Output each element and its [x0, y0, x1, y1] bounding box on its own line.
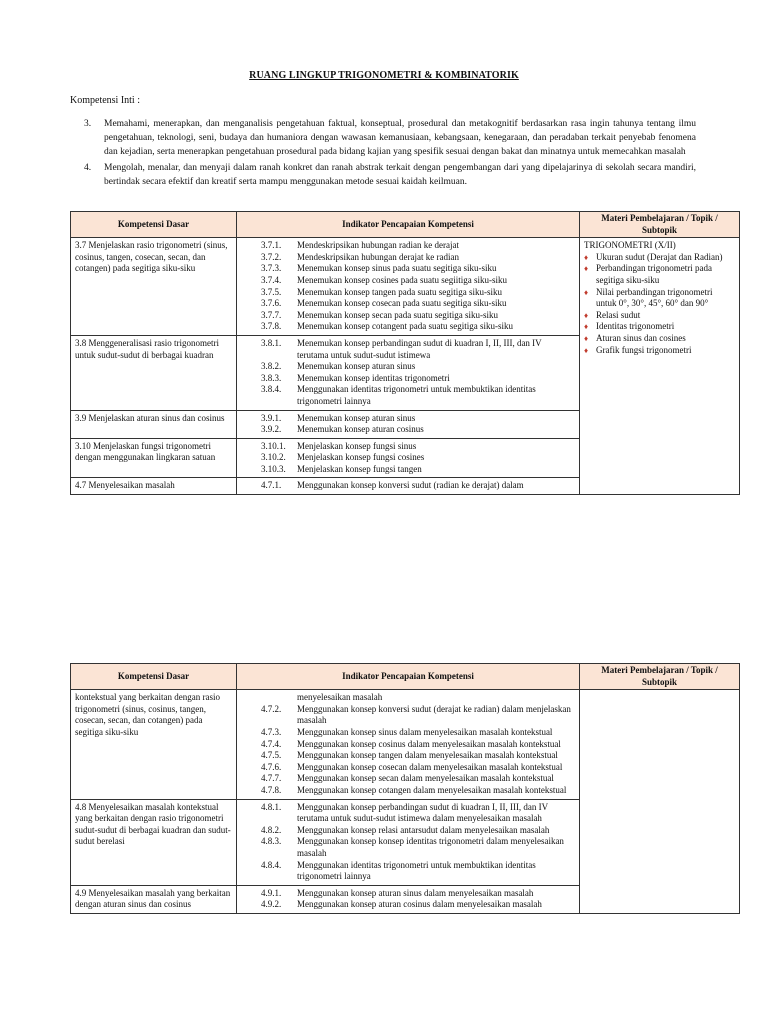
indikator-text: Menggunakan konsep sinus dalam menyelesaikan masalah kontekstual [297, 726, 553, 737]
header-indikator: Indikator Pencapaian Kompetensi [237, 212, 580, 238]
indikator-item [241, 452, 575, 464]
header-kompetensi-dasar: Kompetensi Dasar [71, 664, 237, 690]
indikator-number: 4.7.3. [261, 726, 282, 737]
bullet-icon: ♦ [584, 345, 589, 355]
indikator-number: 3.8.2. [261, 361, 282, 372]
indikator-number: 3.8.4. [261, 384, 282, 395]
indikator-cell [237, 690, 580, 799]
indikator-item [241, 825, 575, 837]
indikator-number: 4.9.1. [261, 887, 282, 898]
materi-item [584, 333, 735, 345]
list-item [84, 161, 696, 189]
indikator-text: Menggunakan konsep cotangen dalam menyelesaikan masalah kontekstual [297, 784, 567, 795]
materi-item-text: Ukuran sudut (Derajat dan Radian) [596, 251, 723, 262]
kompetensi-dasar-cell: 3.10 Menjelaskan fungsi trigonometri dengan menggunakan lingkaran satuan [71, 438, 237, 478]
indikator-number: 3.9.1. [261, 412, 282, 423]
header-indikator: Indikator Pencapaian Kompetensi [237, 664, 580, 690]
indikator-item [241, 802, 575, 825]
materi-item [584, 263, 735, 286]
list-item [84, 117, 696, 160]
kompetensi-dasar-cell: 4.8 Menyelesaikan masalah kontekstual yang berkaitan dengan rasio trigonometri sudut-sudut di berbagai kuadran dan sudut-sudut berelasi [71, 799, 237, 885]
indikator-cell [237, 799, 580, 885]
indikator-item [241, 836, 575, 859]
materi-item [584, 321, 735, 333]
materi-heading: TRIGONOMETRI (X/II) [584, 240, 676, 251]
indikator-number: 3.9.2. [261, 424, 282, 435]
materi-item-text: Perbandingan trigonometri pada segitiga siku-siku [596, 263, 712, 285]
indikator-text: Menggunakan konsep secan dalam menyelesaikan masalah kontekstual [297, 773, 554, 784]
indikator-number: 3.10.3. [261, 463, 286, 474]
indikator-number: 4.8.2. [261, 824, 282, 835]
indikator-number: 3.10.1. [261, 440, 286, 451]
document-page-2 [0, 642, 768, 1024]
indikator-number: 3.7.1. [261, 240, 282, 251]
indikator-item [241, 321, 575, 333]
indikator-text: Menggunakan konsep konsep identitas trigonometri dalam menyelesaikan masalah [297, 836, 564, 858]
indikator-number: 4.7.5. [261, 750, 282, 761]
indikator-text: Menemukan konsep sinus pada suatu segitiga siku-siku [297, 263, 497, 274]
indikator-number: 3.7.6. [261, 298, 282, 309]
indikator-item [241, 413, 575, 425]
kompetensi-table-page-1 [70, 211, 740, 495]
indikator-text: Menemukan konsep aturan sinus [297, 412, 416, 423]
indikator-item [241, 361, 575, 373]
indikator-item [241, 773, 575, 785]
indikator-text: Menemukan konsep perbandingan sudut di kuadran I, II, III, dan IV terutama untuk sudut-sudut istimewa [297, 337, 542, 360]
indikator-item [241, 762, 575, 774]
materi-item-text: Relasi sudut [596, 309, 641, 320]
indikator-number: 4.8.4. [261, 859, 282, 870]
indikator-text: Menemukan konsep tangen pada suatu segitiga siku-siku [297, 286, 502, 297]
indikator-number: 4.8.1. [261, 801, 282, 812]
indikator-text: Menemukan konsep cosecan pada suatu segitiga siku-siku [297, 298, 507, 309]
indikator-item [241, 240, 575, 252]
indikator-number: 3.7.7. [261, 309, 282, 320]
list-item-text: Mengolah, menalar, dan menyaji dalam ranah konkret dan ranah abstrak terkait dengan pengembangan dari yang dipelajarinya di sekolah secara mandiri, bertindak secara efektif dan kreatif serta mampu menggunakan metode sesuai kaidah keilmuan. [104, 162, 696, 187]
indikator-item [241, 704, 575, 727]
materi-cell [580, 690, 740, 914]
indikator-text: Menjelaskan konsep fungsi tangen [297, 463, 422, 474]
indikator-item [241, 424, 575, 436]
indikator-item [241, 263, 575, 275]
indikator-text: Menemukan konsep cosines pada suatu segiitiga siku-siku [297, 274, 507, 285]
bullet-icon: ♦ [584, 333, 589, 343]
list-item-text: Memahami, menerapkan, dan menganalisis pengetahuan faktual, konseptual, prosedural dan metakognitif berdasarkan rasa ingin tahunya tentang ilmu pengetahuan, teknologi, seni, budaya dan humaniora dengan wawasan kemanusiaan, kebangsaan, kenegaraan, dan peradaban terkait penyebab fenomena dan kejadian, serta menerapkan pengetahuan prosedural pada bidang kajian yang spesifik sesuai dengan bakat dan minatnya untuk memecahkan masalah [104, 119, 696, 158]
indikator-item [241, 888, 575, 900]
indikator-number: 4.8.3. [261, 836, 282, 847]
indikator-number: 4.7.7. [261, 773, 282, 784]
indikator-number: 4.9.2. [261, 899, 282, 910]
indikator-number: 4.7.6. [261, 761, 282, 772]
list-item-number: 3. [84, 119, 92, 129]
indikator-text: Menggunakan konsep aturan sinus dalam menyelesaikan masalah [297, 887, 534, 898]
indikator-number: 3.10.2. [261, 452, 286, 463]
indikator-item [241, 750, 575, 762]
kompetensi-dasar-cell: kontekstual yang berkaitan dengan rasio trigonometri (sinus, cosinus, tangen, cosecan, secan, dan cotangen) pada segitiga siku-siku [71, 690, 237, 799]
header-materi: Materi Pembelajaran / Topik / Subtopik [580, 212, 740, 238]
materi-item [584, 310, 735, 322]
indikator-number: 3.7.5. [261, 286, 282, 297]
materi-item [584, 287, 735, 310]
indikator-text: Menggunakan konsep cosecan dalam menyelesaikan masalah kontekstual [297, 761, 563, 772]
table-row [71, 690, 740, 799]
indikator-text: Menjelaskan konsep fungsi sinus [297, 440, 417, 451]
indikator-number: 3.8.3. [261, 372, 282, 383]
indikator-number [241, 692, 297, 704]
indikator-cell [237, 238, 580, 336]
indikator-text: menyelesaikan masalah [297, 692, 383, 703]
indikator-text: Menemukan konsep identitas trigonometri [297, 372, 450, 383]
indikator-item [241, 692, 575, 704]
indikator-item [241, 298, 575, 310]
indikator-item [241, 287, 575, 299]
indikator-text: Menemukan konsep aturan sinus [297, 361, 416, 372]
indikator-text: Menggunakan konsep relasi antarsudut dalam menyelesaikan masalah [297, 824, 550, 835]
indikator-item [241, 480, 575, 492]
indikator-text: Mendeskripsikan hubungan radian ke derajat [297, 240, 459, 251]
indikator-text: Menggunakan konsep aturan cosinus dalam menyelesaikan masalah [297, 899, 542, 910]
page-gap [0, 560, 768, 642]
materi-item [584, 252, 735, 264]
table-row [71, 238, 740, 336]
indikator-text: Menjelaskan konsep fungsi cosines [297, 452, 425, 463]
indikator-number: 3.7.8. [261, 321, 282, 332]
table-header-row [71, 664, 740, 690]
kompetensi-inti-label: Kompetensi Inti : [70, 95, 140, 106]
indikator-text: Menemukan konsep secan pada suatu segitiga siku-siku [297, 309, 498, 320]
indikator-item [241, 310, 575, 322]
table-header-row [71, 212, 740, 238]
materi-item [584, 345, 735, 357]
indikator-item [241, 275, 575, 287]
kompetensi-dasar-cell: 4.9 Menyelesaikan masalah yang berkaitan dengan aturan sinus dan cosinus [71, 885, 237, 913]
indikator-item [241, 727, 575, 739]
kompetensi-dasar-cell: 3.9 Menjelaskan aturan sinus dan cosinus [71, 410, 237, 438]
materi-item-text: Grafik fungsi trigonometri [596, 344, 692, 355]
indikator-item [241, 252, 575, 264]
materi-cell [580, 238, 740, 495]
indikator-cell [237, 438, 580, 478]
indikator-item [241, 338, 575, 361]
indikator-number: 4.7.2. [261, 703, 282, 714]
indikator-item [241, 860, 575, 883]
materi-item-text: Identitas trigonometri [596, 321, 675, 332]
bullet-icon: ♦ [584, 322, 589, 332]
header-kompetensi-dasar: Kompetensi Dasar [71, 212, 237, 238]
indikator-number: 3.8.1. [261, 337, 282, 348]
indikator-item [241, 464, 575, 476]
header-materi: Materi Pembelajaran / Topik / Subtopik [580, 664, 740, 690]
indikator-number: 4.7.8. [261, 784, 282, 795]
indikator-text: Menggunakan konsep perbandingan sudut di kuadran I, II, III, dan IV terutama untuk sudut-sudut istimewa dalam menyelesaikan masalah [297, 801, 549, 824]
document-title: RUANG LINGKUP TRIGONOMETRI & KOMBINATORIK [249, 70, 519, 81]
indikator-cell [237, 478, 580, 495]
indikator-text: Menemukan konsep cotangent pada suatu segitiga siku-siku [297, 321, 513, 332]
indikator-text: Menggunakan identitas trigonometri untuk membuktikan identitas trigonometri lainnya [297, 859, 536, 882]
list-item-number: 4. [84, 162, 92, 173]
indikator-item [241, 785, 575, 797]
indikator-text: Menggunakan konsep tangen dalam menyelesaikan masalah kontekstual [297, 750, 558, 761]
bullet-icon: ♦ [584, 310, 589, 320]
indikator-number: 3.7.4. [261, 274, 282, 285]
indikator-cell [237, 335, 580, 410]
indikator-text: Menggunakan identitas trigonometri untuk membuktikan identitas trigonometri lainnya [297, 384, 536, 406]
indikator-text: Menggunakan konsep konversi sudut (radian ke derajat) dalam [297, 480, 524, 491]
materi-item-text: Nilai perbandingan trigonometri untuk 0°, 30°, 45°, 60° dan 90° [596, 286, 713, 309]
kompetensi-dasar-cell: 3.8 Menggeneralisasi rasio trigonometri untuk sudut-sudut di berbagai kuadran [71, 335, 237, 410]
kompetensi-inti-list [84, 117, 696, 190]
indikator-number: 4.7.1. [261, 480, 282, 491]
indikator-number: 4.7.4. [261, 738, 282, 749]
indikator-text: Menggunakan konsep konversi sudut (derajat ke radian) dalam menjelaskan masalah [297, 703, 571, 726]
kompetensi-dasar-cell: 3.7 Menjelaskan rasio trigonometri (sinus, cosinus, tangen, cosecan, secan, dan cotangen) pada segitiga siku-siku [71, 238, 237, 336]
kompetensi-table-page-2 [70, 663, 740, 914]
indikator-text: Menemukan konsep aturan cosinus [297, 424, 424, 435]
indikator-item [241, 739, 575, 751]
indikator-number: 3.7.2. [261, 251, 282, 262]
indikator-text: Mendeskripsikan hubungan derajat ke radian [297, 251, 459, 262]
indikator-cell [237, 410, 580, 438]
bullet-icon: ♦ [584, 264, 589, 274]
kompetensi-dasar-cell: 4.7 Menyelesaikan masalah [71, 478, 237, 495]
indikator-item [241, 384, 575, 407]
indikator-number: 3.7.3. [261, 263, 282, 274]
indikator-text: Menggunakan konsep cosinus dalam menyelesaikan masalah kontekstual [297, 738, 561, 749]
bullet-icon: ♦ [584, 287, 589, 297]
bullet-icon: ♦ [584, 252, 589, 262]
indikator-item [241, 441, 575, 453]
indikator-cell [237, 885, 580, 913]
indikator-item [241, 373, 575, 385]
materi-item-text: Aturan sinus dan cosines [596, 332, 686, 343]
indikator-item [241, 899, 575, 911]
